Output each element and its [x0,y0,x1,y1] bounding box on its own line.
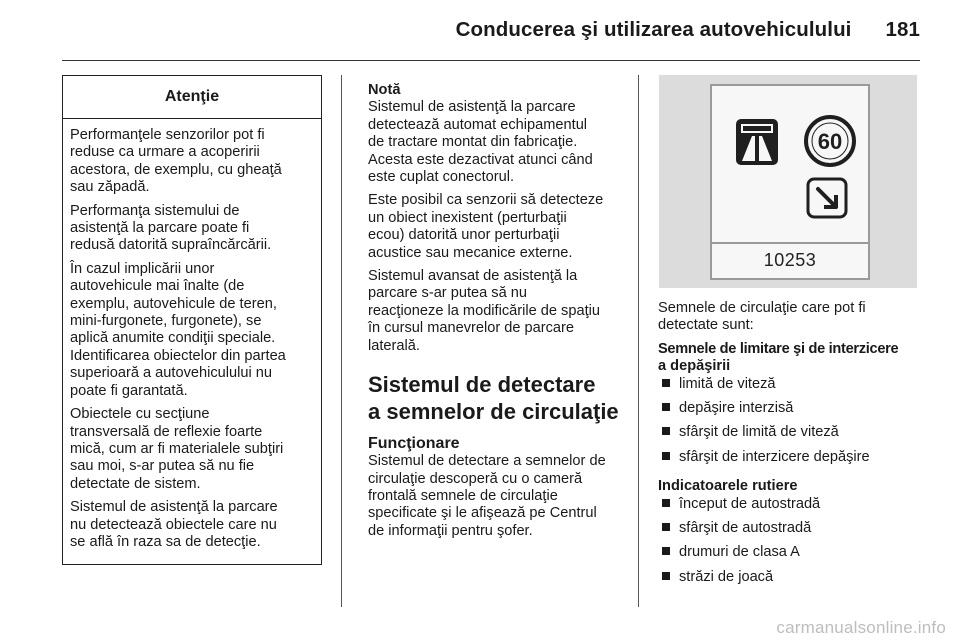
middle-column [368,82,638,546]
signs-intro [658,300,933,335]
text-line: a depăşirii [658,358,731,375]
text-line: Identificarea obiectelor din partea [70,347,286,364]
group2-title: Indicatoarele rutiere [658,478,798,495]
sign-display-panel [710,84,870,280]
traffic-sign-figure [659,75,917,288]
text-line: detectate de sistem. [70,475,201,492]
list-item-label: început de autostradă [679,495,821,512]
list-item [658,424,933,441]
text-line: Sistemul de asistenţă la parcare [368,99,576,116]
heading-line: Sistemul de detectare [368,372,596,398]
text-line: Performanţa sistemului de [70,202,240,219]
text-line: Semnele de limitare şi de interzicere [658,340,899,357]
list-item [658,496,933,513]
note-paragraph [368,268,638,355]
warning-title: Atenţie [63,76,321,119]
speed-limit-value: 60 [817,129,843,154]
right-column [658,300,933,593]
bullet-icon [662,547,670,555]
bullet-icon [662,499,670,507]
section-heading [368,371,638,425]
text-line: de informaţii pentru şofer. [368,522,533,539]
bullet-icon [662,523,670,531]
page-header [456,18,920,42]
text-line: frontală semnele de circulaţie [368,487,558,504]
list-item [658,544,933,561]
heading-line: a semnelor de circulaţie [368,399,619,425]
warning-paragraph [70,499,315,551]
text-line: sau moi, s-ar putea să nu fie [70,458,255,475]
text-line: poate fi garantată. [70,382,188,399]
text-line: nu detectează obiectele care nu [70,516,277,533]
list-item [658,376,933,393]
list-item [658,520,933,537]
text-line: reacţioneze la modificările de spaţiu [368,302,601,319]
note-paragraph [368,192,638,262]
text-line: acustice sau mecanice externe. [368,244,573,261]
text-line: sau zăpadă. [70,179,150,196]
text-line: mini-furgonete, furgonete), se [70,313,262,330]
list-item-label: sfârşit de interzicere depăşire [679,448,870,465]
list-item [658,449,933,466]
text-line: redusă datorită supraîncărcării. [70,237,272,254]
figure-code: 10253 [763,250,817,270]
text-line: detectate sunt: [658,317,754,334]
warning-box [62,75,322,565]
text-line: reduse ca urmare a acoperirii [70,144,260,161]
text-line: ecou) datorită unor perturbaţii [368,227,560,244]
text-line: aplică anumite condiţii speciale. [70,330,276,347]
list-item [658,569,933,586]
text-line: un obiect inexistent (perturbaţii [368,209,567,226]
text-line: circulaţie descoperă cu o cameră [368,470,583,487]
text-line: specificate şi le afişează pe Centrul [368,505,597,522]
text-line: Este posibil ca senzorii să detecteze [368,192,604,209]
header-title: Conducerea şi utilizarea autovehiculului [455,18,852,41]
text-line: Obiectele cu secţiune [70,406,210,423]
list-item-label: sfârşit de limită de viteză [679,424,839,441]
text-line: Sistemul de detectare a semnelor de [368,453,606,470]
list-item-label: sfârşit de autostradă [679,520,812,537]
text-line: se află în raza sa de detecţie. [70,533,261,550]
text-line: Semnele de circulaţie care pot fi [658,300,866,316]
text-line: mică, cum ar fi materialele subţiri [70,440,284,457]
section-body [368,453,638,540]
header-rule [62,60,920,61]
list-item-label: limită de viteză [679,375,776,392]
list-item [658,400,933,417]
list-item-label: străzi de joacă [679,568,774,585]
motorway-sign-icon [736,119,778,165]
watermark: carmanualsonline.info [776,618,946,637]
text-line: Sistemul avansat de asistenţă la [368,268,578,285]
warning-paragraph [70,203,315,255]
bullet-icon [662,403,670,411]
text-line: laterală. [368,337,420,354]
column-divider-left [341,75,342,607]
note-title: Notă [368,82,401,98]
panel-separator [712,242,868,244]
speed-limit-sign-icon [806,117,854,165]
text-line: este cuplat conectorul. [368,169,515,186]
text-line: asistenţă la parcare poate fi [70,220,250,237]
text-line: Performanţele senzorilor pot fi [70,127,265,143]
text-line: Acesta este dezactivat atunci când [368,151,593,168]
text-line: Sistemul de asistenţă la parcare [70,499,278,516]
bullet-icon [662,452,670,460]
page-number: 181 [885,18,920,41]
warning-paragraph [70,127,315,197]
bullet-icon [662,379,670,387]
note-paragraph [368,99,638,186]
bullet-icon [662,572,670,580]
group1-title [658,341,933,376]
text-line: în cursul manevrelor de parcare [368,320,575,337]
list-item-label: depăşire interzisă [679,400,794,417]
text-line: autovehicule mai înalte (de [70,278,245,295]
warning-paragraph [70,261,315,400]
text-line: exemplu, autovehicule de teren, [70,295,277,312]
warning-paragraph [70,406,315,493]
text-line: detectează automat echipamentul [368,116,588,133]
text-line: acestora, de exemplu, cu gheaţă [70,161,282,178]
column-divider-right [638,75,639,607]
text-line: de tractare montat din fabricaţie. [368,134,578,151]
sign-icons [712,86,868,242]
text-line: superioară a autovehiculului nu [70,365,273,382]
text-line: transversală de reflexie foarte [70,423,263,440]
section-subheading: Funcţionare [368,435,460,453]
text-line: În cazul implicării unor [70,260,215,277]
text-line: parcare s-ar putea să nu [368,285,527,302]
list-item-label: drumuri de clasa A [679,544,800,561]
end-of-restriction-sign-icon [808,179,846,217]
bullet-icon [662,427,670,435]
